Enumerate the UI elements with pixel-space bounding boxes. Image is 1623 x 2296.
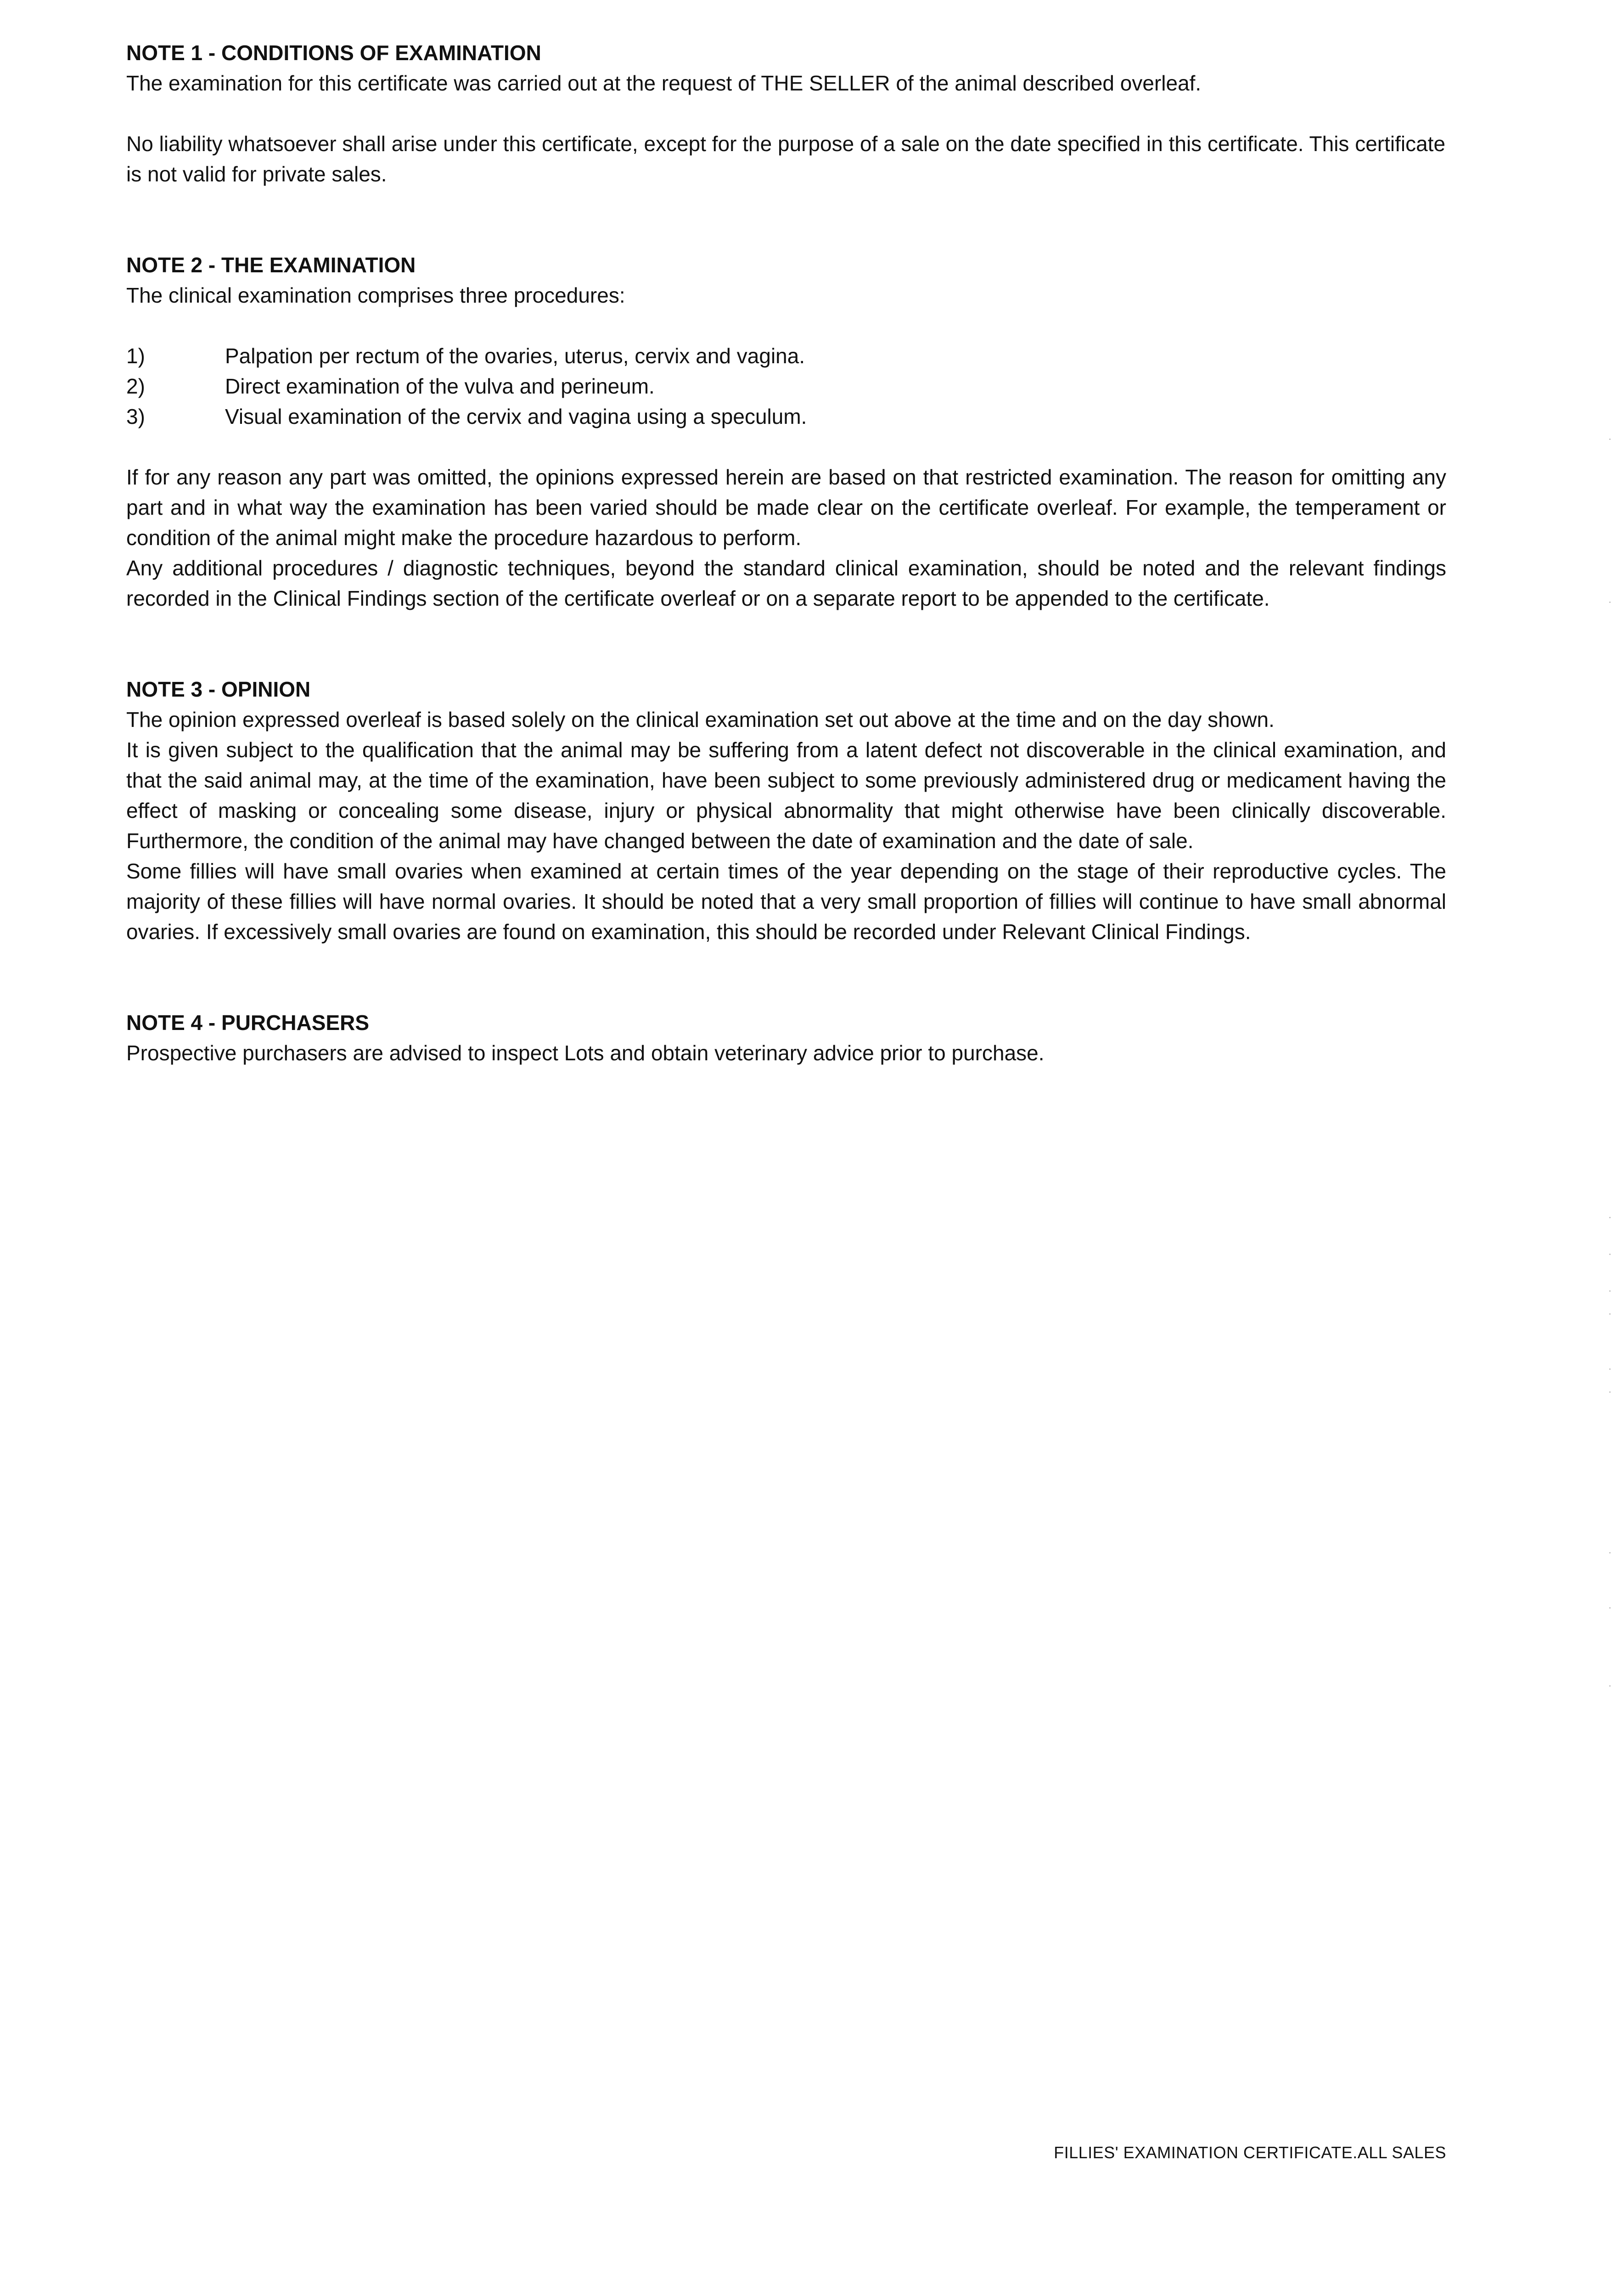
note-2-paragraph-2: Any additional procedures / diagnostic techniques, beyond the standard clinical examination, should be noted and the relevant findings recorded in the Clinical Findings section of the certificate overleaf or on a separate report to be appended to the certificate. bbox=[126, 556, 1446, 610]
list-item-number: 2) bbox=[126, 374, 145, 398]
note-4-section bbox=[126, 1007, 1446, 1068]
note-3-paragraph-1: The opinion expressed overleaf is based solely on the clinical examination set out above at the time and on the day shown. bbox=[126, 708, 1275, 732]
scan-mark bbox=[1609, 1313, 1611, 1315]
note-1-paragraph-2: No liability whatsoever shall arise under this certificate, except for the purpose of a sale on the date specified in this certificate. This certificate is not valid for private sales. bbox=[126, 132, 1446, 186]
list-item-text: Palpation per rectum of the ovaries, uterus, cervix and vagina. bbox=[225, 344, 805, 368]
note-4-paragraph-1: Prospective purchasers are advised to inspect Lots and obtain veterinary advice prior to purchase. bbox=[126, 1041, 1045, 1065]
scan-edge-marks bbox=[1609, 0, 1613, 2296]
scan-mark bbox=[1609, 602, 1611, 603]
list-item-text: Visual examination of the cervix and vagina using a speculum. bbox=[225, 405, 807, 428]
scan-mark bbox=[1609, 1685, 1611, 1687]
scan-mark bbox=[1609, 439, 1611, 440]
scan-mark bbox=[1609, 1254, 1611, 1255]
note-2-paragraph-1: If for any reason any part was omitted, the opinions expressed herein are based on that restricted examination. The reason for omitting any part and in what way the examination has been varied should be made clear on the certificate overleaf. For example, the temperament or condition of the animal might make the procedure hazardous to perform. bbox=[126, 465, 1446, 550]
scan-mark bbox=[1609, 1607, 1611, 1609]
scan-mark bbox=[1609, 1368, 1611, 1370]
document-body bbox=[126, 38, 1446, 1068]
procedure-list bbox=[126, 341, 1446, 432]
scan-mark bbox=[1609, 1391, 1611, 1393]
note-3-section bbox=[126, 674, 1446, 947]
list-item-number: 3) bbox=[126, 405, 145, 428]
scan-mark bbox=[1609, 1552, 1611, 1553]
note-4-heading: NOTE 4 - PURCHASERS bbox=[126, 1011, 370, 1035]
list-item-text: Direct examination of the vulva and perineum. bbox=[225, 374, 655, 398]
list-item-number: 1) bbox=[126, 344, 145, 368]
note-2-heading: NOTE 2 - THE EXAMINATION bbox=[126, 253, 416, 277]
note-1-paragraph-1: The examination for this certificate was carried out at the request of THE SELLER of the animal described overleaf. bbox=[126, 71, 1202, 95]
note-3-paragraph-3: Some fillies will have small ovaries when examined at certain times of the year depending on the stage of their reproductive cycles. The majority of these fillies will have normal ovaries. It should be noted that a very small proportion of fillies will continue to have small abnormal ovaries. If excessively small ovaries are found on examination, this should be recorded under Relevant Clinical Findings. bbox=[126, 859, 1446, 944]
document-footer: FILLIES' EXAMINATION CERTIFICATE.ALL SALES bbox=[1054, 2143, 1446, 2162]
list-item bbox=[126, 371, 1446, 401]
note-1-heading: NOTE 1 - CONDITIONS OF EXAMINATION bbox=[126, 41, 541, 65]
note-3-heading: NOTE 3 - OPINION bbox=[126, 677, 311, 701]
scan-mark bbox=[1609, 1217, 1611, 1218]
list-item bbox=[126, 401, 1446, 432]
note-3-paragraph-2: It is given subject to the qualification that the animal may be suffering from a latent defect not discoverable in the clinical examination, and that the said animal may, at the time of the examination, have been subject to some previously administered drug or medicament having the effect of masking or concealing some disease, injury or physical abnormality that might otherwise have been clinically discoverable. Furthermore, the condition of the animal may have changed between the date of examination and the date of sale. bbox=[126, 738, 1446, 853]
list-item bbox=[126, 341, 1446, 371]
note-1-section bbox=[126, 38, 1446, 189]
scan-mark bbox=[1609, 1290, 1611, 1292]
note-2-section bbox=[126, 250, 1446, 613]
note-2-intro: The clinical examination comprises three procedures: bbox=[126, 283, 625, 307]
